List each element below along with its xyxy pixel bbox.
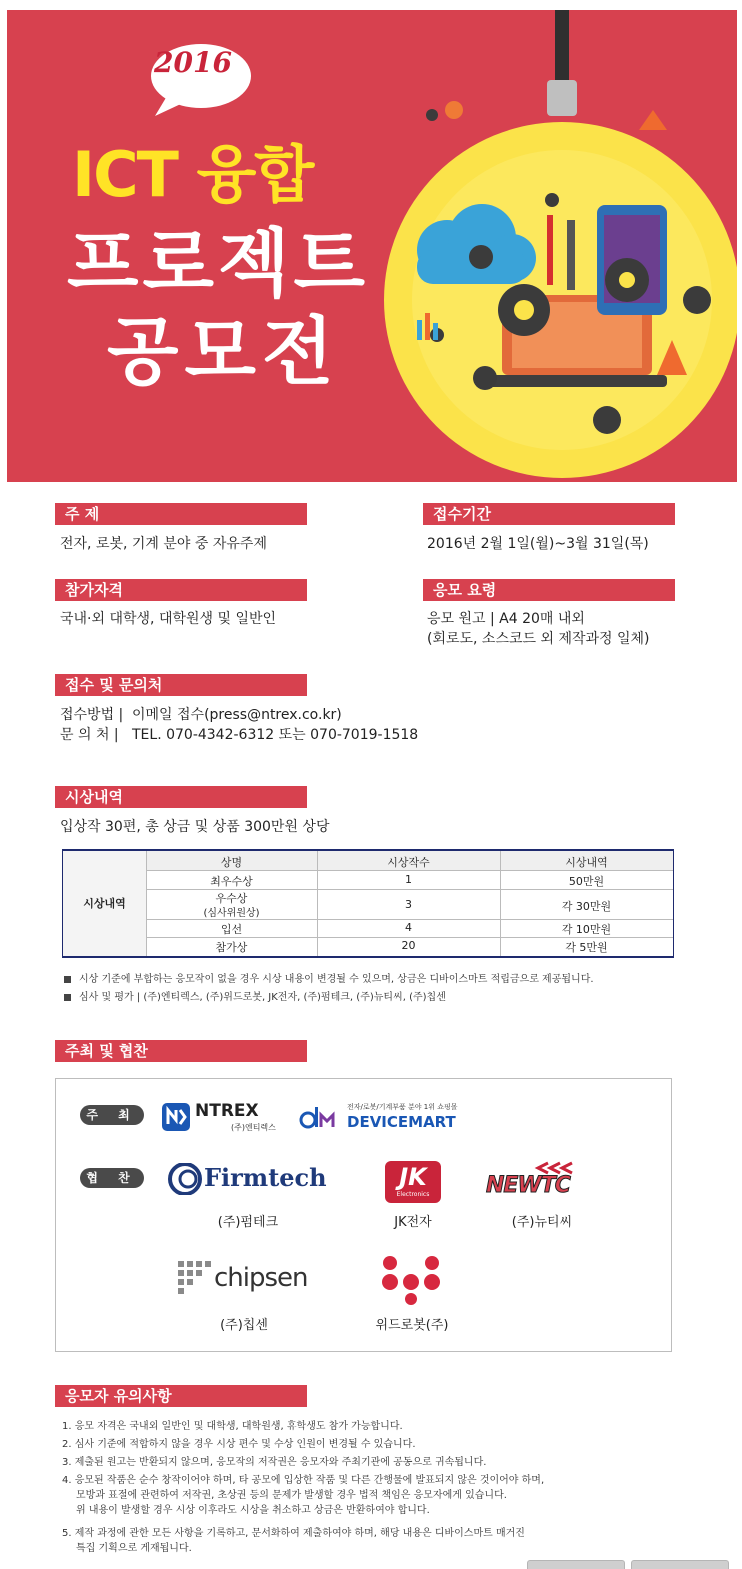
withrobot-caption: 위드로봇(주) [375, 1318, 449, 1333]
award-name: 우수상 [215, 892, 248, 905]
contact-inquiry-label: 문 의 처 | [60, 727, 119, 743]
chipsen-caption: (주)칩센 [220, 1318, 268, 1333]
guide-line1: 응모 원고 | A4 20매 내외 [427, 611, 585, 627]
col-header-count: 시상작수 [387, 856, 430, 869]
topic-header: 주 제 [55, 503, 307, 525]
awards-table [62, 849, 674, 958]
period-text: 2016년 2월 1일(월)~3월 31일(목) [427, 536, 649, 552]
col-header-prize: 시상내역 [565, 856, 608, 869]
chipsen-grid-icon [178, 1261, 212, 1295]
host-label: 주 최 [80, 1105, 144, 1125]
award-name: 최우수상 [210, 875, 253, 888]
award-count: 4 [405, 921, 412, 934]
hero-title-line2: 프로젝트 [67, 221, 369, 307]
awards-note-1: 시상 기준에 부합하는 응모작이 없을 경우 시상 내용이 변경될 수 있으며, 상금은 디바이스마트 적립금으로 제공됩니다. [64, 970, 594, 985]
firmtech-logo[interactable]: Firmtech [168, 1161, 333, 1197]
award-prize: 각 5만원 [565, 941, 608, 954]
award-count: 20 [401, 939, 416, 952]
caution-item-cont: 특집 기획으로 게재됩니다. [76, 1543, 192, 1554]
hero-banner [7, 10, 737, 482]
col-header-name: 상명 [220, 856, 243, 869]
eligibility-text: 국내·외 대학생, 대학원생 및 일반인 [60, 611, 277, 627]
jk-caption: JK전자 [394, 1215, 432, 1230]
devicemart-logo[interactable]: 전자/로봇/기계부품 분야 1위 쇼핑몰 DEVICEMART [299, 1101, 479, 1135]
caution-item: 2. 심사 기준에 적합하지 않을 경우 시상 편수 및 수상 인원이 변경될 수 있습니다. [62, 1439, 416, 1450]
caution-item: 5. 제작 과정에 관한 모든 사항을 기록하고, 문서화하여 제출하여야 하며, 해당 내용은 디바이스마트 매거진 [62, 1528, 525, 1539]
award-prize: 각 10만원 [561, 923, 612, 936]
awards-summary: 입상작 30편, 총 상금 및 상품 300만원 상당 [60, 819, 330, 835]
chipsen-logo[interactable]: chipsen [178, 1261, 328, 1297]
devicemart-mark-icon [299, 1103, 339, 1133]
hero-title-line3: 공모전 [107, 309, 340, 395]
award-prize: 각 30만원 [561, 900, 612, 913]
firmtech-caption: (주)펌테크 [217, 1215, 279, 1230]
contact-method-label: 접수방법 | [60, 707, 124, 723]
awards-note-2: 심사 및 평가 | (주)엔티렉스, (주)위드로봇, JK전자, (주)펌테크, (주)뉴티씨, (주)칩센 [64, 988, 446, 1003]
awards-header: 시상내역 [55, 786, 307, 808]
jk-logo[interactable]: JK Electronics [385, 1161, 441, 1203]
hero-title-line1: ICT 융합 [72, 138, 313, 211]
caution-item: 4. 응모된 작품은 순수 창작이어야 하며, 타 공모에 입상한 작품 및 다른 간행물에 발표되지 않은 것이어야 하며, [62, 1475, 545, 1486]
award-prize: 50만원 [568, 875, 605, 888]
contact-method-value[interactable]: 이메일 접수(press@ntrex.co.kr) [132, 707, 342, 723]
awards-table-rowheader: 시상내역 [83, 897, 126, 910]
caution-item: 3. 제출된 원고는 반환되지 않으며, 응모작의 저작권은 응모자와 주최기관에 공동으로 귀속됩니다. [62, 1457, 487, 1468]
sponsors-box [55, 1078, 672, 1352]
guide-line2: (회로도, 소스코드 외 제작과정 일체) [427, 631, 650, 647]
bullet-square-icon [64, 994, 71, 1001]
cautions-header: 응모자 유의사항 [55, 1385, 307, 1407]
caution-item: 1. 응모 자격은 국내외 일반인 및 대학생, 대학원생, 휴학생도 참가 가능합니다. [62, 1421, 403, 1432]
award-name: 참가상 [215, 941, 248, 954]
ntrex-logo[interactable]: NTREX (주)엔티렉스 [161, 1101, 286, 1135]
firmtech-mark-icon [168, 1163, 202, 1195]
guide-header: 응모 요령 [423, 579, 675, 601]
caution-item-cont: 위 내용이 발생할 경우 시상 이후라도 시상을 취소하고 상금은 반환하여야 합니다. [76, 1505, 430, 1516]
withrobot-logo[interactable] [380, 1255, 444, 1305]
newtc-logo[interactable]: NEWTC [486, 1161, 590, 1203]
support-label: 협 찬 [80, 1168, 144, 1188]
year-badge: 2016 [154, 46, 232, 79]
award-count: 3 [405, 898, 412, 911]
award-name: 입선 [220, 923, 243, 936]
eligibility-header: 참가자격 [55, 579, 307, 601]
bullet-square-icon [64, 976, 71, 983]
newtc-caption: (주)뉴티씨 [511, 1215, 573, 1230]
topic-text: 전자, 로봇, 기계 분야 중 자유주제 [60, 536, 267, 552]
caution-item-cont: 모방과 표절에 관련하여 저작권, 초상권 등의 문제가 발생할 경우 법적 책임은 응모자에게 있습니다. [76, 1490, 507, 1501]
contact-header: 접수 및 문의처 [55, 674, 307, 696]
ntrex-mark-icon [161, 1102, 191, 1132]
award-name-sub: (심사위원상) [203, 908, 260, 919]
period-header: 접수기간 [423, 503, 675, 525]
award-count: 1 [405, 873, 412, 886]
contact-inquiry-value: TEL. 070-4342-6312 또는 070-7019-1518 [132, 727, 419, 743]
sponsors-header: 주최 및 협찬 [55, 1040, 307, 1062]
